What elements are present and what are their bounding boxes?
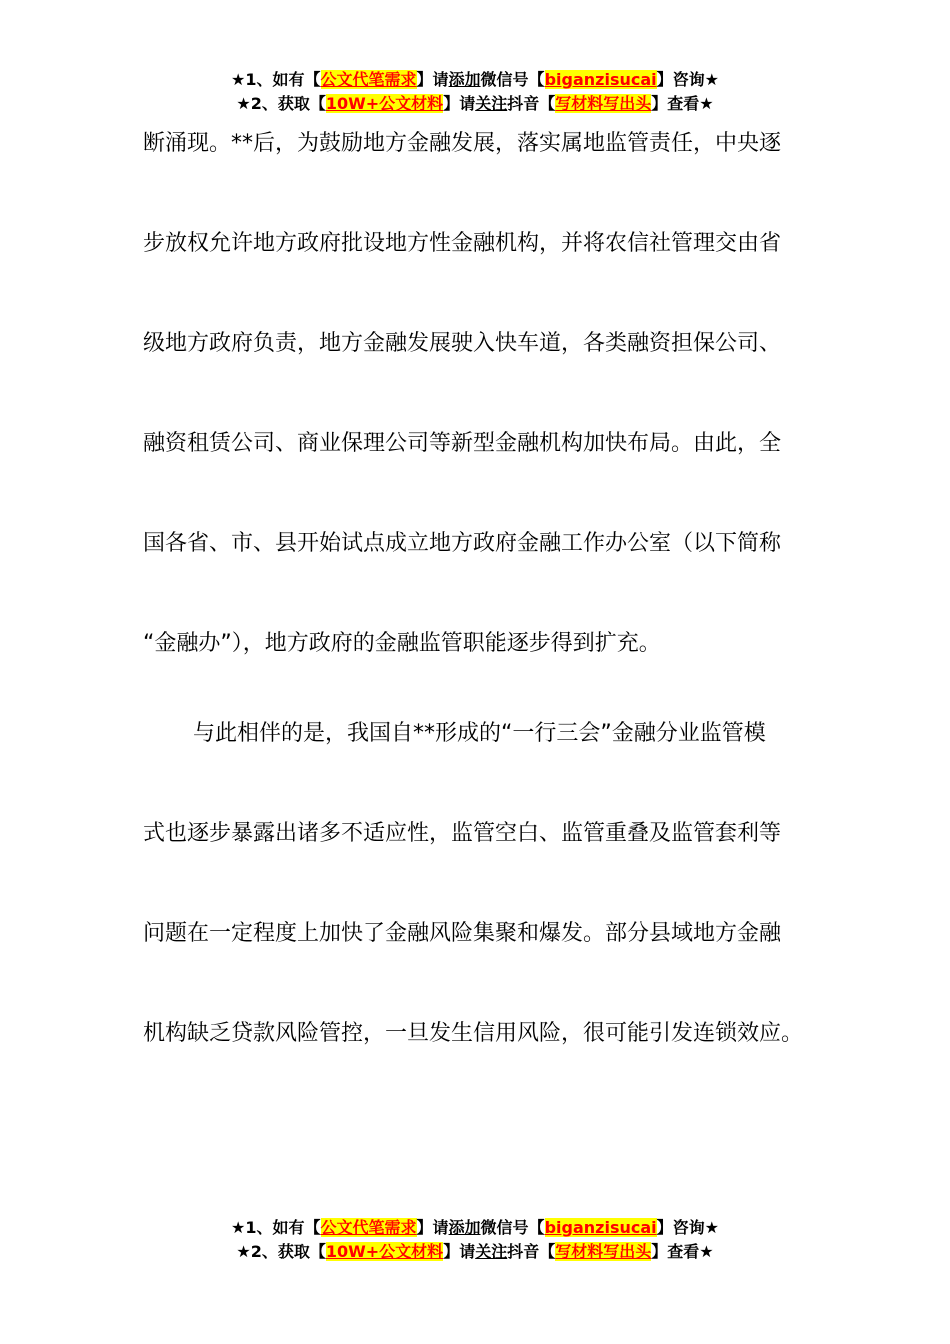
header-text: 添加 [448, 70, 481, 89]
highlight-materials[interactable]: 10W+公文材料 [325, 1242, 444, 1261]
body-line: 国各省、市、县开始试点成立地方政府金融工作办公室（以下简称 [143, 531, 782, 556]
body-line: 问题在一定程度上加快了金融风险集聚和爆发。部分县域地方金融 [143, 921, 782, 946]
douyin-account[interactable]: 写材料写出头 [555, 1242, 652, 1261]
footer-text: 】请 [443, 1242, 476, 1261]
header-text: 】查看★ [651, 94, 714, 113]
header-banner [0, 68, 950, 116]
header-text: 关注 [475, 94, 508, 113]
header-text: ★1、如有【 [231, 70, 321, 89]
body-line: 机构缺乏贷款风险管控，一旦发生信用风险，很可能引发连锁效应。 [143, 1021, 804, 1046]
footer-text: 】查看★ [651, 1242, 714, 1261]
douyin-account[interactable]: 写材料写出头 [555, 94, 652, 113]
footer-text: ★1、如有【 [231, 1218, 321, 1237]
header-text: ★2、获取【 [236, 94, 326, 113]
header-text: 】请 [443, 94, 476, 113]
wechat-id[interactable]: biganzisucai [544, 1218, 657, 1237]
footer-text: 添加 [448, 1218, 481, 1237]
body-line: 式也逐步暴露出诸多不适应性，监管空白、监管重叠及监管套利等 [143, 821, 782, 846]
footer-text: ★2、获取【 [236, 1242, 326, 1261]
header-text: 抖音【 [507, 94, 556, 113]
header-line-1 [0, 68, 950, 92]
highlight-service[interactable]: 公文代笔需求 [320, 1218, 417, 1237]
footer-text: 微信号【 [480, 1218, 545, 1237]
header-text: 】请 [416, 70, 449, 89]
footer-text: 】请 [416, 1218, 449, 1237]
body-line: 步放权允许地方政府批设地方性金融机构，并将农信社管理交由省 [143, 231, 782, 256]
header-line-2 [0, 92, 950, 116]
highlight-service[interactable]: 公文代笔需求 [320, 70, 417, 89]
paragraph-start-line: 与此相伴的是，我国自**形成的“一行三会”金融分业监管模 [193, 721, 766, 746]
body-line: 融资租赁公司、商业保理公司等新型金融机构加快布局。由此，全 [143, 431, 782, 456]
footer-text: 关注 [475, 1242, 508, 1261]
body-line: “金融办”），地方政府的金融监管职能逐步得到扩充。 [143, 631, 661, 656]
body-line: 断涌现。**后，为鼓励地方金融发展，落实属地监管责任，中央逐 [143, 131, 782, 156]
footer-text: 】咨询★ [656, 1218, 719, 1237]
header-text: 微信号【 [480, 70, 545, 89]
footer-line-1 [0, 1216, 950, 1240]
body-line: 级地方政府负责，地方金融发展驶入快车道，各类融资担保公司、 [143, 331, 782, 356]
footer-text: 抖音【 [507, 1242, 556, 1261]
wechat-id[interactable]: biganzisucai [544, 70, 657, 89]
header-text: 】咨询★ [656, 70, 719, 89]
highlight-materials[interactable]: 10W+公文材料 [325, 94, 444, 113]
footer-line-2 [0, 1240, 950, 1264]
document-body [143, 122, 823, 1112]
footer-banner [0, 1216, 950, 1264]
